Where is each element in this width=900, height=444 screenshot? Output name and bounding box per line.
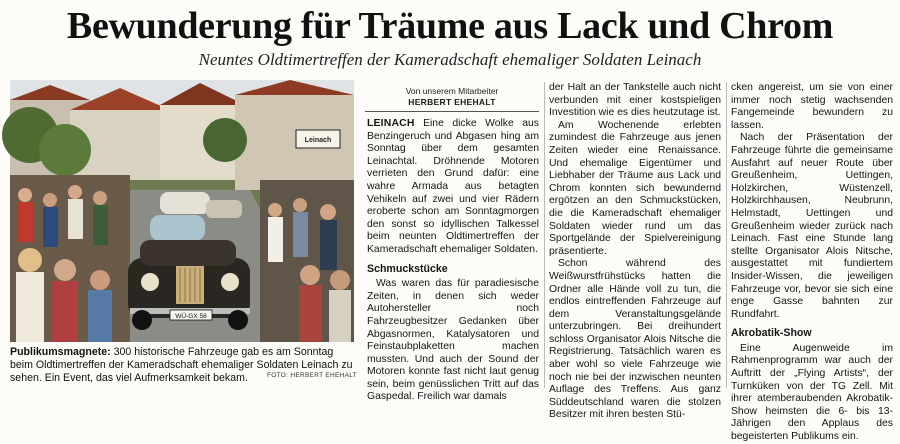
photo-illustration	[10, 80, 354, 342]
photo-caption-text: 300 historische Fahrzeuge gab es am Sonntag beim Oldtimertreffen der Kameradschaft ehemaliger Soldaten Leinach zu sehen. Ein Event, das viel Aufmerksamkeit bekam.	[10, 346, 353, 384]
section-heading: Schmuckstücke	[367, 262, 448, 275]
article-paragraph: Schon während des Weißwurstfrühstücks hatten die Ordner alle Hände voll zu tun, die endlos eintreffenden Fahrzeuge auf dem Veranstaltungsgelände unterzubringen. Bei dreihundert schloss Organisator Alois Nitsche die Registrierung. Tatsächlich waren es aber wohl so viele Fahrzeuge wie noch nie bei der inzwischen neunten Auflage des Treffens. Aus ganz Süddeutschland waren die stolzen Besitzer mit ihren besten Stü-	[549, 258, 721, 421]
photo-car-bg	[206, 200, 242, 218]
article-photo	[10, 80, 354, 342]
byline-author: HERBERT EHEHALT	[408, 97, 496, 107]
photo-car-bg	[150, 215, 205, 241]
photo-caption	[10, 346, 356, 385]
article-paragraph: Nach der Präsentation der Fahrzeuge führte die gemeinsame Ausfahrt auf neuer Route über Greußenheim, Uettingen, Holzkirchen, Wüstenzell, Holzkirchhausen, Neubrunn, Helmstadt, Uettingen und Greußenheim wieder zurück nach Leinach. Fast eine Stunde lang stellte Organisator Alois Nitsche, ausgestattet mit fundiertem Insider-Wissen, die jeweiligen Fahrzeuge vor, bevor sie sich eine enge Gasse bahnten zur Rundfahrt.	[731, 132, 893, 320]
section-heading: Akrobatik-Show	[731, 327, 812, 340]
article-paragraph: Was waren das für paradiesische Zeiten, in denen sich weder Autohersteller noch Fahrzeugbesitzer Gedanken über Abgasnormen, Katalysatoren und Feinstaubplaketten machen mussten. Und auch der Sound der Motoren konnte fast nicht laut genug sein, beim genüsslichen Tritt auf das Gaspedal. Freilich war damals	[367, 278, 539, 403]
byline-pre: Von unserem Mitarbeiter	[405, 86, 499, 96]
article-paragraph: Eine Augenweide im Rahmenprogramm war auch der Auftritt der „Flying Artists“, der Turnküken von der TG Zell. Mit ihrer atemberaubenden Akrobatik-Show heimsten die 6- bis 13-Jährigen den Applaus des begeisterten Publikums ein.	[731, 342, 893, 443]
photo-license-plate-text: WÜ-GX 58	[175, 313, 207, 320]
photo-car-bg	[160, 192, 210, 214]
column-divider	[544, 82, 545, 388]
headline: Bewunderung für Träume aus Lack und Chrom	[66, 5, 834, 47]
column-divider	[726, 82, 727, 388]
subheadline: Neuntes Oldtimertreffen der Kameradschaft ehemaliger Soldaten Leinach	[198, 50, 702, 69]
byline	[367, 86, 537, 108]
dateline: LEINACH	[367, 118, 415, 129]
photo-tree	[39, 124, 91, 176]
article-column-3	[731, 82, 893, 444]
article-column-2	[549, 82, 721, 422]
photo-tree	[203, 118, 247, 162]
article-paragraph	[367, 118, 539, 257]
paragraph-text: Eine dicke Wolke aus Benzingeruch und Abgasen hing am Sonntag über dem gesamten Leinachtal. Dröhnende Motoren verrieten den Grund dafür: eine wahre Armada aus betagten Vehikeln auf zwei und vier Rädern eroberte schon am Sonntagmorgen den sonst so idyllischen Talkessel beim neunten Oldtimertreffen der Kameradschaft ehemaliger Soldaten.	[367, 118, 539, 255]
article-column-1	[367, 118, 539, 404]
article-paragraph: der Halt an der Tankstelle auch nicht verbunden mit einer kostspieligen Investition wie es dies heutzutage ist.	[549, 82, 721, 119]
byline-divider	[365, 111, 539, 112]
article-paragraph: Am Wochenende erlebten zumindest die Fahrzeuge aus jenen Zeiten wieder eine Renaissance. Und ehemalige Eigentümer und Liebhaber der Träume aus Lack und Chrom konnten sich bewundernd ergötzen an den Schmuckstücken, die die Kameradschaft ehemaliger Soldaten wieder rund um das Sportgelände der Spielvereinigung präsentierte.	[549, 119, 721, 257]
photo-caption-lead: Publikumsmagnete:	[10, 346, 111, 358]
photo-town-sign-text: Leinach	[304, 137, 332, 144]
photo-credit: FOTO: HERBERT EHEHALT	[267, 372, 357, 379]
article-paragraph: cken angereist, um sie von einer immer noch stetig wachsenden Fangemeinde bewundern zu lassen.	[731, 82, 893, 131]
